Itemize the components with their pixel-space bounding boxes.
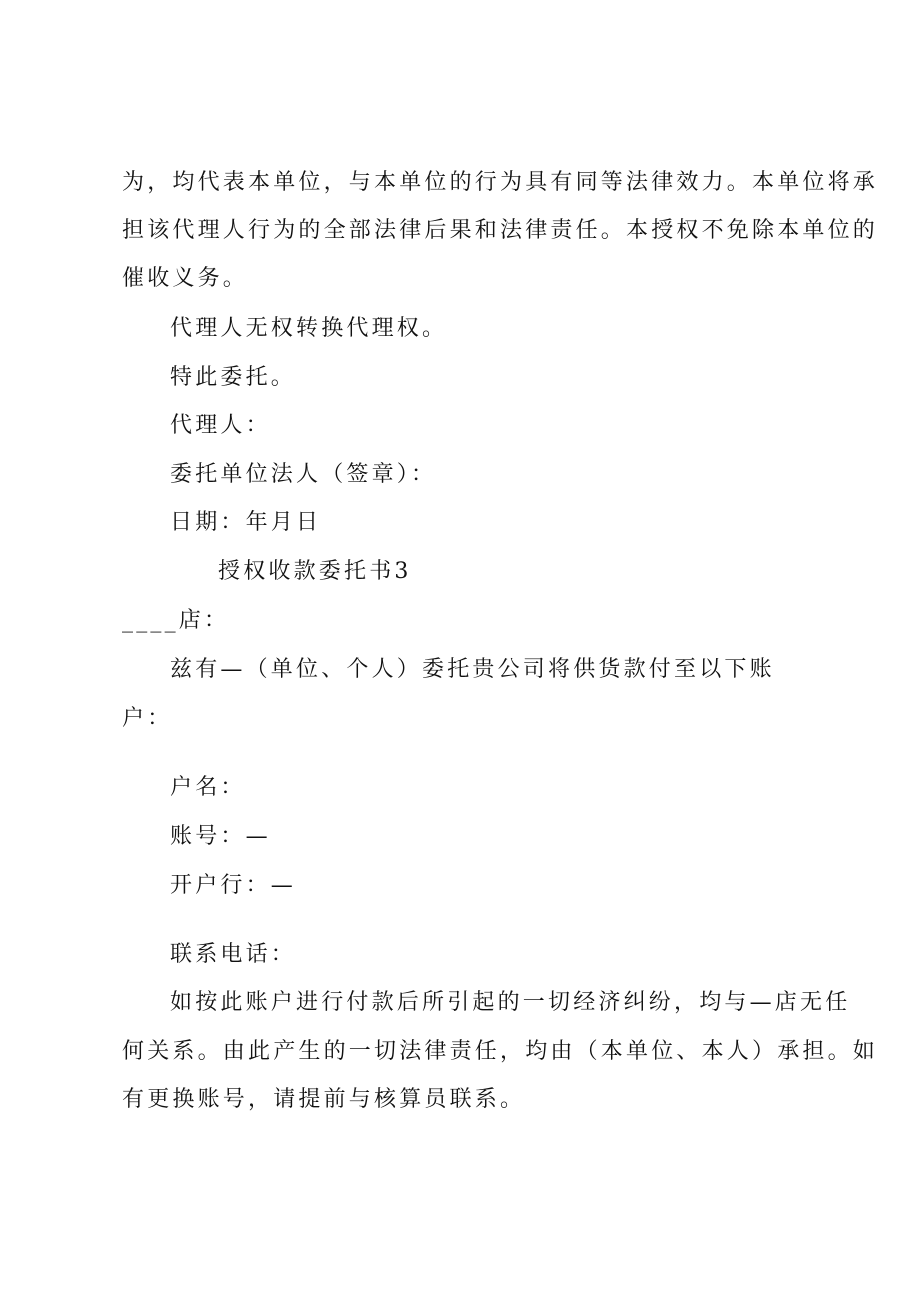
section-title: 授权收款委托书3 <box>218 559 412 584</box>
addressee: ____店： <box>122 608 230 633</box>
request-line: 兹有—（单位、个人）委托贵公司将供货款付至以下账 <box>170 657 775 682</box>
account-name-label: 户名： <box>170 775 246 800</box>
disclaimer-line: 有更换账号，请提前与核算员联系。 <box>122 1087 526 1112</box>
date-label: 日期：年月日 <box>170 510 322 535</box>
agent-label: 代理人： <box>170 413 271 438</box>
account-number-label: 账号：— <box>170 824 271 849</box>
disclaimer-line: 如按此账户进行付款后所引起的一切经济纠纷，均与—店无任 <box>170 990 851 1015</box>
principal-signature-label: 委托单位法人（签章）： <box>170 462 437 487</box>
paragraph-line: 为，均代表本单位，与本单位的行为具有同等法律效力。本单位将承 <box>122 170 879 195</box>
hereby-entrust: 特此委托。 <box>170 365 297 390</box>
no-transfer-clause: 代理人无权转换代理权。 <box>170 316 448 341</box>
request-line: 户： <box>122 706 173 731</box>
bank-label: 开户行：— <box>170 873 297 898</box>
paragraph-line: 担该代理人行为的全部法律后果和法律责任。本授权不免除本单位的 <box>122 218 879 243</box>
phone-label: 联系电话： <box>170 942 297 967</box>
disclaimer-line: 何关系。由此产生的一切法律责任，均由（本单位、本人）承担。如 <box>122 1039 879 1064</box>
paragraph-line: 催收义务。 <box>122 266 249 291</box>
